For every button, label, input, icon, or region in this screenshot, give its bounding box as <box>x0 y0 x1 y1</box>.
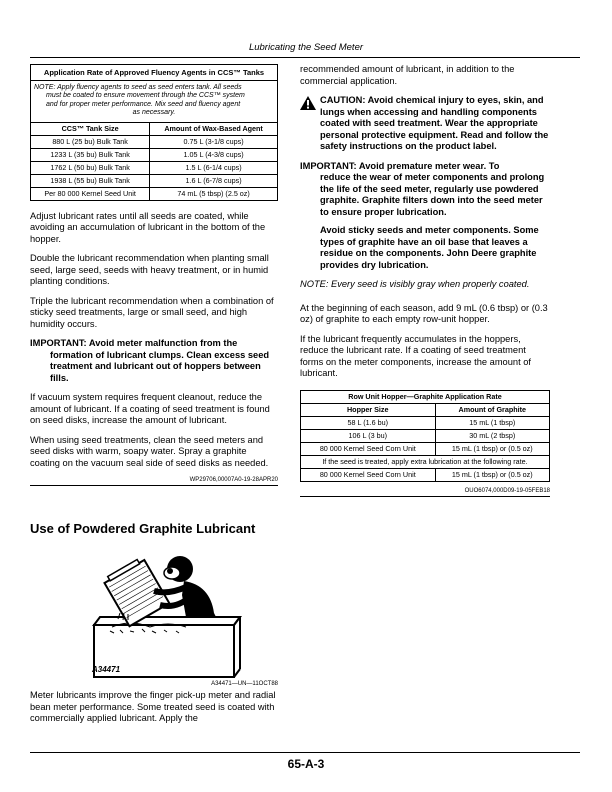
table-cell: 1.5 L (6-1/4 cups) <box>150 161 278 174</box>
table-row <box>301 455 550 468</box>
fluency-note-line-2: must be coated to ensure movement through the CCS™ system <box>46 92 245 100</box>
reference-code: OUO6074,000D09-19-05FEB18 <box>464 487 550 494</box>
fluency-agent-table <box>30 64 278 201</box>
paragraph-adjust-rates: Adjust lubricant rates until all seeds are coated, while avoiding an accumulation of lubricant in the bottom of the hopper. <box>30 210 266 244</box>
fluency-col-amount: Amount of Wax-Based Agent <box>150 122 278 135</box>
table-cell: 106 L (3 bu) <box>301 429 436 442</box>
table-row <box>31 174 278 187</box>
table-row <box>31 161 278 174</box>
important-lead: IMPORTANT: Avoid premature meter wear. To <box>300 160 500 171</box>
table-cell: 74 mL (5 tbsp) (2.5 oz) <box>150 187 278 200</box>
table-cell: Per 80 000 Kernel Seed Unit <box>31 187 150 200</box>
graphite-col-hopper-size: Hopper Size <box>301 403 436 416</box>
paragraph-double-rate: Double the lubricant recommendation when planting small seed, large seed, seeds with heavy treatment, or in humid planting conditions. <box>30 253 269 287</box>
table-cell: 80 000 Kernel Seed Corn Unit <box>301 468 436 481</box>
section-divider <box>30 485 278 486</box>
caution-block <box>300 95 550 153</box>
reference-code: WP29706,00007A0-19-28APR20 <box>189 477 278 484</box>
fluency-note-line-4: as necessary. <box>132 109 176 117</box>
table-row <box>301 416 550 429</box>
table-cell: 1233 L (35 bu) Bulk Tank <box>31 148 150 161</box>
page-number: 65-A-3 <box>287 757 325 771</box>
caution-text: CAUTION: Avoid chemical injury to eyes, skin, and lungs when accessing and handling components coated with seed treatment. Wear the appropriate personal protective equipment. Read and follow the safety instructions on the product label. <box>320 95 549 151</box>
table-cell: 30 mL (2 tbsp) <box>435 429 549 442</box>
table-row <box>301 442 550 455</box>
note-gray-seed: NOTE: Every seed is visibly gray when properly coated. <box>300 279 530 289</box>
graphite-rate-table <box>300 390 550 482</box>
fluency-col-tank-size: CCS™ Tank Size <box>31 122 150 135</box>
important-body-2: Avoid sticky seeds and meter components. Some types of graphite have an oil base that leaves a residue on the components. John Deere graphite provides dry lubrication. <box>320 225 539 270</box>
paragraph-meter-lubricants: Meter lubricants improve the finger pick-up meter and radial bean meter performance. Some treated seed is coated with commercially applied lubricant. Apply the <box>30 690 276 723</box>
left-column <box>30 64 278 486</box>
table-row <box>301 429 550 442</box>
section-divider <box>300 496 550 497</box>
table-cell: 1938 L (55 bu) Bulk Tank <box>31 174 150 187</box>
section-title: Use of Powdered Graphite Lubricant <box>30 521 256 536</box>
table-cell: 1.05 L (4-3/8 cups) <box>150 148 278 161</box>
paragraph-triple-rate: Triple the lubricant recommendation when a combination of sticky seed treatments, large or small seed, and high humidity occurs. <box>30 295 274 329</box>
table-cell: 1.6 L (6-7/8 cups) <box>150 174 278 187</box>
fluency-note-line-1: NOTE: Apply fluency agents to seed as seed enters tank. All seeds <box>34 84 242 91</box>
figure-caption: A34471—UN—11OCT88 <box>211 681 278 687</box>
fluency-table-note <box>31 81 278 123</box>
figure-label: A34471 <box>92 665 121 674</box>
warning-icon <box>300 96 316 114</box>
graphite-col-amount: Amount of Graphite <box>435 403 549 416</box>
header-rule <box>30 57 580 58</box>
table-row <box>31 148 278 161</box>
table-row <box>31 187 278 200</box>
paragraph-season-start: At the beginning of each season, add 9 mL (0.6 tbsp) or (0.3 oz) of graphite to each empty row-unit hopper. <box>300 302 548 324</box>
table-cell: 15 mL (1 tbsp) <box>435 416 549 429</box>
paragraph-accumulation: If the lubricant frequently accumulates in the hoppers, reduce the lubricant rate. If a coating of seed treatment forms on the meter components, increase the amount of lubricant. <box>300 333 531 378</box>
fluency-note-line-3: and for proper meter performance. Mix seed and fluency agent <box>46 100 241 108</box>
paragraph-recommended-amount: recommended amount of lubricant, in addition to the commercial application. <box>300 64 515 86</box>
important-meter-wear <box>300 161 550 272</box>
table-cell: 880 L (25 bu) Bulk Tank <box>31 135 150 148</box>
table-span-note: If the seed is treated, apply extra lubrication at the following rate. <box>301 455 550 468</box>
important-meter-malfunction <box>30 338 278 384</box>
table-cell: 1762 L (50 bu) Bulk Tank <box>31 161 150 174</box>
table-cell: 15 mL (1 tbsp) or (0.5 oz) <box>435 442 549 455</box>
important-body: formation of lubricant clumps. Clean excess seed treatment and lubricant out of hoppers between fills. <box>50 349 270 383</box>
table-cell: 58 L (1.6 bu) <box>301 416 436 429</box>
table-cell: 0.75 L (3-1/8 cups) <box>150 135 278 148</box>
graphite-table-title: Row Unit Hopper—Graphite Application Rate <box>301 390 550 403</box>
fluency-table-title: Application Rate of Approved Fluency Agents in CCS™ Tanks <box>31 65 278 81</box>
graphite-illustration <box>90 547 250 682</box>
paragraph-vacuum-cleanout: If vacuum system requires frequent cleanout, reduce the amount of lubricant. If a coating of seed treatment is found on seed disks, increase the amount of lubricant. <box>30 392 270 426</box>
table-row <box>301 468 550 481</box>
important-body: reduce the wear of meter components and prolong the life of the seed meter, regularly use powdered graphite. Graphite filters down into the seed meter to ensure proper lubrication. <box>320 172 545 217</box>
important-lead: IMPORTANT: Avoid meter malfunction from the <box>30 338 238 349</box>
page-header: Lubricating the Seed Meter <box>248 42 364 53</box>
table-cell: 80 000 Kernel Seed Corn Unit <box>301 442 436 455</box>
table-row <box>31 135 278 148</box>
paragraph-seed-treatments: When using seed treatments, clean the seed meters and seed disks with warm, soapy water. Spray a graphite coating on the vacuum seal side of seed disks as needed. <box>30 434 269 468</box>
right-column <box>300 64 550 497</box>
footer-rule <box>30 752 580 753</box>
table-cell: 15 mL (1 tbsp) or (0.5 oz) <box>435 468 549 481</box>
